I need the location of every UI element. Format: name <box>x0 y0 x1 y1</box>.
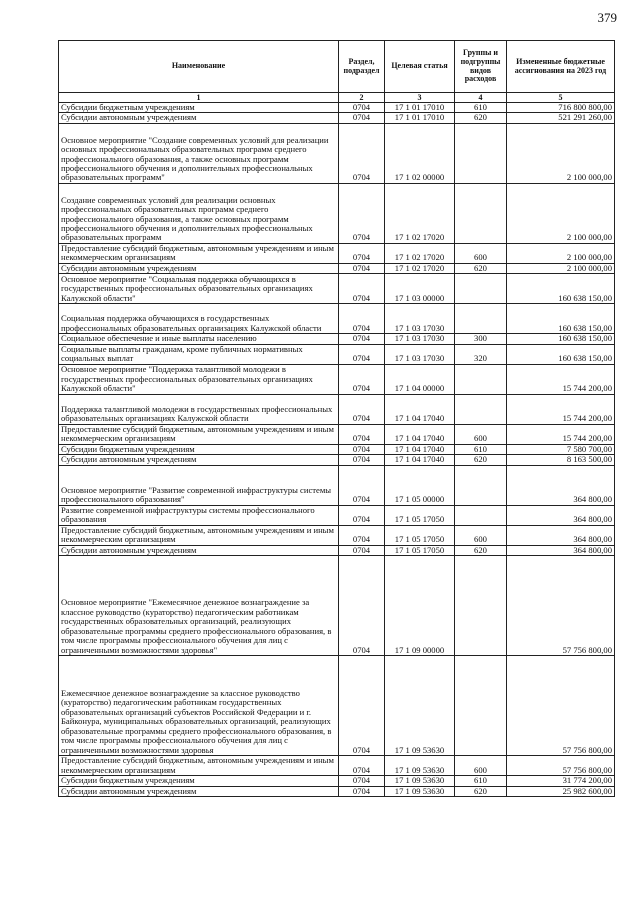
row-section: 0704 <box>339 556 385 656</box>
table-row <box>59 656 615 756</box>
row-target-article: 17 1 09 53630 <box>385 786 455 796</box>
row-target-article: 17 1 05 17050 <box>385 505 455 525</box>
page-number: 379 <box>597 10 617 25</box>
row-amount: 8 163 500,00 <box>507 455 615 465</box>
header-row <box>59 41 615 93</box>
row-name: Основное мероприятие "Социальная поддержка обучающихся в государственных профессиональных образовательных организациях Калужской области" <box>59 274 339 304</box>
table-row <box>59 465 615 505</box>
header-section: Раздел, подраздел <box>339 41 385 93</box>
table-row <box>59 113 615 123</box>
row-target-article: 17 1 02 17020 <box>385 263 455 273</box>
row-amount: 364 800,00 <box>507 465 615 505</box>
table-row <box>59 505 615 525</box>
row-expense-group: 600 <box>455 756 507 776</box>
row-expense-group: 620 <box>455 786 507 796</box>
table-row <box>59 243 615 263</box>
row-section: 0704 <box>339 656 385 756</box>
table-row <box>59 786 615 796</box>
table-row <box>59 274 615 304</box>
table-row <box>59 123 615 183</box>
row-name: Социальные выплаты гражданам, кроме публичных нормативных социальных выплат <box>59 344 339 364</box>
table-row <box>59 103 615 113</box>
table-row <box>59 304 615 334</box>
row-name: Основное мероприятие "Создание современных условий для реализации основных профессиональных образовательных программ среднего профессионального образования, а также основных программ профессионального обучения и дополнительных профессиональных образовательных программ" <box>59 123 339 183</box>
row-amount: 15 744 200,00 <box>507 364 615 394</box>
table-row <box>59 183 615 243</box>
row-target-article: 17 1 03 17030 <box>385 344 455 364</box>
column-number-row <box>59 93 615 103</box>
row-expense-group <box>455 123 507 183</box>
row-section: 0704 <box>339 465 385 505</box>
row-target-article: 17 1 01 17010 <box>385 103 455 113</box>
row-amount: 160 638 150,00 <box>507 304 615 334</box>
row-target-article: 17 1 03 00000 <box>385 274 455 304</box>
row-amount: 15 744 200,00 <box>507 424 615 444</box>
row-name: Субсидии бюджетным учреждениям <box>59 103 339 113</box>
table-row <box>59 424 615 444</box>
row-name: Предоставление субсидий бюджетным, автономным учреждениям и иным некоммерческим организациям <box>59 525 339 545</box>
row-amount: 364 800,00 <box>507 545 615 555</box>
row-target-article: 17 1 04 17040 <box>385 455 455 465</box>
row-amount: 57 756 800,00 <box>507 556 615 656</box>
row-name: Субсидии бюджетным учреждениям <box>59 776 339 786</box>
row-expense-group <box>455 505 507 525</box>
table-row <box>59 364 615 394</box>
row-section: 0704 <box>339 334 385 344</box>
row-section: 0704 <box>339 756 385 776</box>
row-section: 0704 <box>339 183 385 243</box>
row-expense-group <box>455 656 507 756</box>
row-target-article: 17 1 04 17040 <box>385 394 455 424</box>
row-target-article: 17 1 02 00000 <box>385 123 455 183</box>
row-target-article: 17 1 05 00000 <box>385 465 455 505</box>
row-section: 0704 <box>339 505 385 525</box>
row-amount: 160 638 150,00 <box>507 274 615 304</box>
row-expense-group: 610 <box>455 776 507 786</box>
row-amount: 7 580 700,00 <box>507 444 615 454</box>
row-section: 0704 <box>339 424 385 444</box>
row-name: Основное мероприятие "Ежемесячное денежное вознаграждение за классное руководство (кураторство) педагогическим работникам государственных образовательных организаций, реализующих образовательные программы среднего профессионального образования, в том числе программы профессионального обучения для лиц с ограниченными возможностями здоровья" <box>59 556 339 656</box>
row-name: Ежемесячное денежное вознаграждение за классное руководство (кураторство) педагогическим работникам государственных образовательных организаций субъектов Российской Федерации и г. Байконура, муниципальных образовательных организаций, реализующих образовательные программы среднего профессионального образования, в том числе программы профессионального обучения для лиц с ограниченными возможностями здоровья <box>59 656 339 756</box>
row-target-article: 17 1 04 17040 <box>385 444 455 454</box>
row-expense-group: 600 <box>455 424 507 444</box>
row-name: Предоставление субсидий бюджетным, автономным учреждениям и иным некоммерческим организациям <box>59 243 339 263</box>
row-section: 0704 <box>339 455 385 465</box>
row-target-article: 17 1 04 17040 <box>385 424 455 444</box>
row-amount: 57 756 800,00 <box>507 756 615 776</box>
column-number: 5 <box>507 93 615 103</box>
row-amount: 57 756 800,00 <box>507 656 615 756</box>
row-expense-group: 300 <box>455 334 507 344</box>
row-target-article: 17 1 05 17050 <box>385 525 455 545</box>
row-target-article: 17 1 09 00000 <box>385 556 455 656</box>
row-section: 0704 <box>339 786 385 796</box>
row-expense-group: 610 <box>455 444 507 454</box>
table-row <box>59 444 615 454</box>
row-section: 0704 <box>339 304 385 334</box>
row-amount: 25 982 600,00 <box>507 786 615 796</box>
table-row <box>59 545 615 555</box>
table-row <box>59 394 615 424</box>
row-expense-group <box>455 556 507 656</box>
row-section: 0704 <box>339 113 385 123</box>
row-target-article: 17 1 01 17010 <box>385 113 455 123</box>
row-amount: 160 638 150,00 <box>507 334 615 344</box>
row-expense-group <box>455 364 507 394</box>
table-row <box>59 556 615 656</box>
row-target-article: 17 1 02 17020 <box>385 183 455 243</box>
table-row <box>59 263 615 273</box>
row-section: 0704 <box>339 243 385 263</box>
column-number: 3 <box>385 93 455 103</box>
header-amount: Измененные бюджетные ассигнования на 2023 год <box>507 41 615 93</box>
row-name: Субсидии автономным учреждениям <box>59 113 339 123</box>
row-name: Развитие современной инфраструктуры системы профессионального образования <box>59 505 339 525</box>
row-expense-group: 600 <box>455 525 507 545</box>
row-section: 0704 <box>339 776 385 786</box>
row-target-article: 17 1 02 17020 <box>385 243 455 263</box>
row-expense-group: 600 <box>455 243 507 263</box>
row-name: Поддержка талантливой молодежи в государственных профессиональных образовательных организациях Калужской области <box>59 394 339 424</box>
table-row <box>59 756 615 776</box>
row-name: Социальное обеспечение и иные выплаты населению <box>59 334 339 344</box>
row-name: Социальная поддержка обучающихся в государственных профессиональных образовательных организациях Калужской области <box>59 304 339 334</box>
row-expense-group: 620 <box>455 545 507 555</box>
row-section: 0704 <box>339 444 385 454</box>
row-name: Предоставление субсидий бюджетным, автономным учреждениям и иным некоммерческим организациям <box>59 424 339 444</box>
row-section: 0704 <box>339 344 385 364</box>
row-name: Субсидии автономным учреждениям <box>59 545 339 555</box>
row-name: Субсидии автономным учреждениям <box>59 786 339 796</box>
row-expense-group <box>455 465 507 505</box>
table-row <box>59 344 615 364</box>
table-body <box>59 103 615 797</box>
row-expense-group <box>455 304 507 334</box>
row-amount: 31 774 200,00 <box>507 776 615 786</box>
row-target-article: 17 1 03 17030 <box>385 334 455 344</box>
column-number: 1 <box>59 93 339 103</box>
row-target-article: 17 1 05 17050 <box>385 545 455 555</box>
header-groups: Группы и подгруппы видов расходов <box>455 41 507 93</box>
row-name: Основное мероприятие "Поддержка талантливой молодежи в государственных профессиональных образовательных организациях Калужской области" <box>59 364 339 394</box>
row-amount: 716 800 800,00 <box>507 103 615 113</box>
table-row <box>59 455 615 465</box>
row-amount: 2 100 000,00 <box>507 243 615 263</box>
row-section: 0704 <box>339 274 385 304</box>
row-name: Создание современных условий для реализации основных профессиональных образовательных программ среднего профессионального образования, а также основных программ профессионального обучения и дополнительных профессиональных образовательных программ <box>59 183 339 243</box>
header-target: Целевая статья <box>385 41 455 93</box>
row-name: Субсидии автономным учреждениям <box>59 455 339 465</box>
row-amount: 160 638 150,00 <box>507 344 615 364</box>
row-amount: 364 800,00 <box>507 505 615 525</box>
row-target-article: 17 1 09 53630 <box>385 656 455 756</box>
row-amount: 2 100 000,00 <box>507 123 615 183</box>
row-amount: 15 744 200,00 <box>507 394 615 424</box>
header-name: Наименование <box>59 41 339 93</box>
row-section: 0704 <box>339 394 385 424</box>
row-section: 0704 <box>339 364 385 394</box>
column-number: 4 <box>455 93 507 103</box>
row-target-article: 17 1 04 00000 <box>385 364 455 394</box>
table-row <box>59 334 615 344</box>
row-section: 0704 <box>339 525 385 545</box>
row-amount: 521 291 260,00 <box>507 113 615 123</box>
row-section: 0704 <box>339 263 385 273</box>
table-row <box>59 776 615 786</box>
row-target-article: 17 1 09 53630 <box>385 776 455 786</box>
row-section: 0704 <box>339 123 385 183</box>
row-amount: 364 800,00 <box>507 525 615 545</box>
row-target-article: 17 1 09 53630 <box>385 756 455 776</box>
column-number: 2 <box>339 93 385 103</box>
row-name: Предоставление субсидий бюджетным, автономным учреждениям и иным некоммерческим организациям <box>59 756 339 776</box>
row-section: 0704 <box>339 545 385 555</box>
row-name: Субсидии автономным учреждениям <box>59 263 339 273</box>
row-name: Основное мероприятие "Развитие современной инфраструктуры системы профессионального образования" <box>59 465 339 505</box>
row-section: 0704 <box>339 103 385 113</box>
budget-table <box>58 40 615 797</box>
row-name: Субсидии бюджетным учреждениям <box>59 444 339 454</box>
row-expense-group <box>455 274 507 304</box>
row-expense-group: 620 <box>455 113 507 123</box>
row-expense-group: 320 <box>455 344 507 364</box>
row-expense-group <box>455 183 507 243</box>
row-expense-group <box>455 394 507 424</box>
row-expense-group: 620 <box>455 455 507 465</box>
row-target-article: 17 1 03 17030 <box>385 304 455 334</box>
row-amount: 2 100 000,00 <box>507 183 615 243</box>
table-row <box>59 525 615 545</box>
row-amount: 2 100 000,00 <box>507 263 615 273</box>
row-expense-group: 610 <box>455 103 507 113</box>
row-expense-group: 620 <box>455 263 507 273</box>
